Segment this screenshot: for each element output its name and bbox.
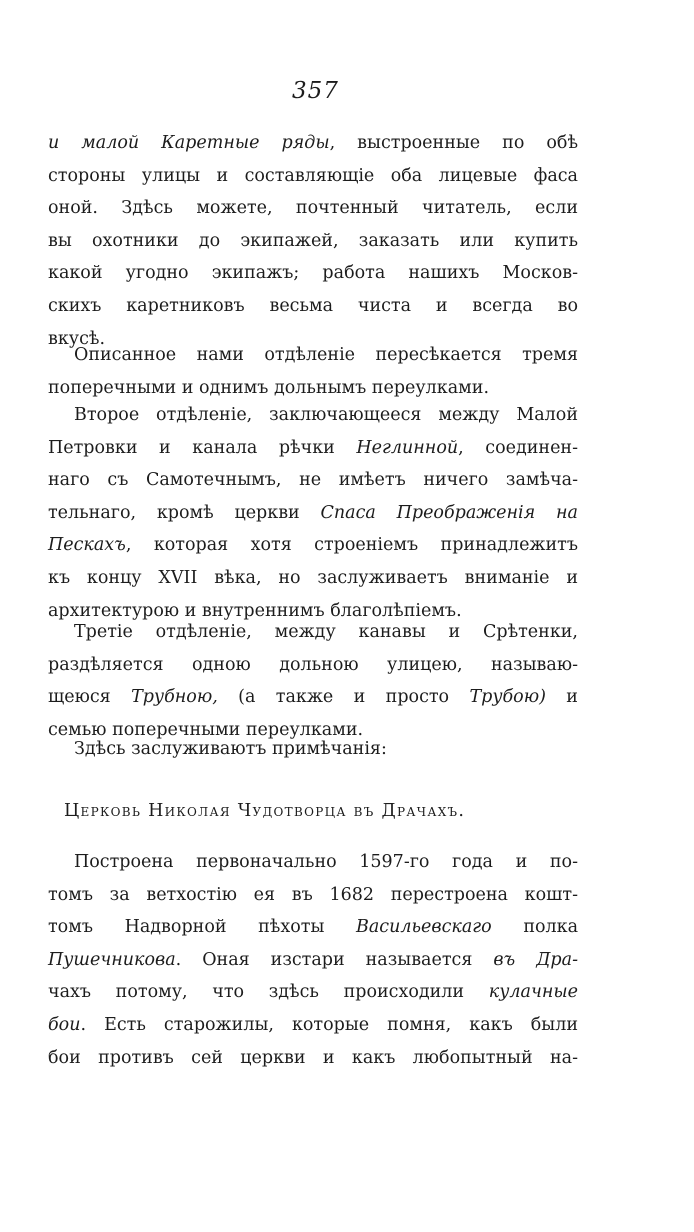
paragraph-notable xyxy=(48,733,578,766)
text-line: Петровки и канала рѣчки Неглинной, соединен- xyxy=(48,437,578,458)
text-line: Построена первоначально 1597-го года и по- xyxy=(74,852,578,872)
text-line: оной. Здѣсь можете, почтенный читатель, если xyxy=(48,198,578,219)
text-line: вы охотники до экипажей, заказать или купить xyxy=(48,230,578,251)
text-line: томъ за ветхостію ея въ 1682 перестроена кошт- xyxy=(48,884,578,905)
page-number: 357 xyxy=(292,78,339,104)
text-line: вкусѣ. xyxy=(48,328,106,349)
text-line: архитектурою и внутреннимъ благолѣпіемъ. xyxy=(48,600,462,621)
text-line: семью поперечными переулками. xyxy=(48,719,364,740)
text-line: поперечными и однимъ дольнымъ переулками. xyxy=(48,377,490,398)
text-line: Описанное нами отдѣленіе пересѣкается тремя xyxy=(74,345,578,365)
text-line: томъ Надворной пѣхоты Васильевскаго полка xyxy=(48,917,578,938)
text-line: и малой Каретные ряды, выстроенные по обѣ xyxy=(48,133,578,153)
paragraph-carriage-rows xyxy=(48,127,578,355)
text-line: къ концу XVII вѣка, но заслуживаетъ вниманіе и xyxy=(48,567,578,588)
text-line: бои. Есть старожилы, которые помня, какъ были xyxy=(48,1014,578,1035)
paragraph-lanes xyxy=(48,339,578,404)
text-line: Второе отдѣленіе, заключающееся между Малой xyxy=(74,405,578,425)
text-line: Третіе отдѣленіе, между канавы и Срѣтенки, xyxy=(74,622,578,642)
section-heading: Церковь Николая Чудотворца въ Драчахъ. xyxy=(64,801,466,821)
text-line: Пескахъ, которая хотя строеніемъ принадлежитъ xyxy=(48,535,578,556)
text-line: какой угодно экипажъ; работа нашихъ Москов- xyxy=(48,263,578,284)
text-line: скихъ каретниковъ весьма чиста и всегда во xyxy=(48,295,578,316)
text-line: раздѣляется одною дольною улицею, называю- xyxy=(48,654,578,675)
text-line: тельнаго, кромѣ церкви Спаса Преображенія на xyxy=(48,502,578,523)
text-line: Пушечникова. Оная изстари называется въ Дра- xyxy=(48,949,578,970)
text-line: наго съ Самотечнымъ, не имѣетъ ничего замѣча- xyxy=(48,470,578,491)
text-line: щеюся Трубною, (а также и просто Трубою) и xyxy=(48,687,578,708)
text-line: чахъ потому, что здѣсь происходили кулачные xyxy=(48,982,578,1003)
text-line: стороны улицы и составляющіе оба лицевые фаса xyxy=(48,165,578,186)
paragraph-third-division xyxy=(48,616,578,746)
paragraph-second-division xyxy=(48,399,578,627)
text-line: Здѣсь заслуживаютъ примѣчанія: xyxy=(74,739,387,759)
paragraph-church xyxy=(48,846,578,1074)
text-line: бои противъ сей церкви и какъ любопытный на- xyxy=(48,1047,578,1068)
